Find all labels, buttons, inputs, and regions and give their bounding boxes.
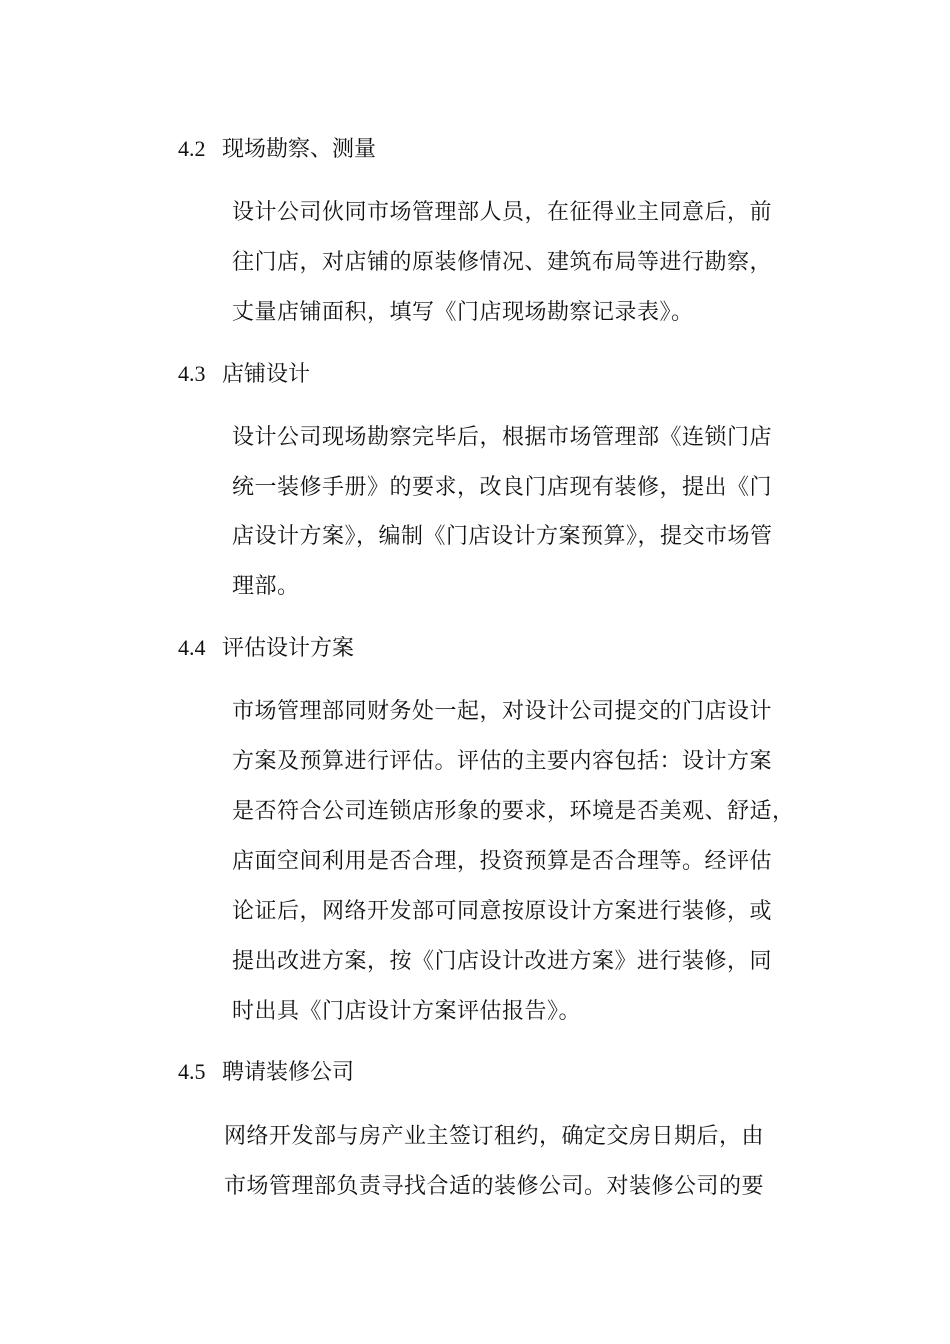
section-title: 聘请装修公司 <box>222 1060 355 1085</box>
paragraph-line: 统一装修手册》的要求，改良门店现有装修，提出《门 <box>232 475 773 500</box>
section-number: 4.4 <box>178 635 206 660</box>
section-title: 评估设计方案 <box>222 636 355 661</box>
paragraph-line: 店面空间利用是否合理，投资预算是否合理等。经评估 <box>232 849 773 874</box>
paragraph-line: 往门店，对店铺的原装修情况、建筑布局等进行勘察， <box>232 250 773 275</box>
paragraph-line: 时出具《门店设计方案评估报告》。 <box>232 999 582 1024</box>
paragraph-line: 是否符合公司连锁店形象的要求，环境是否美观、舒适， <box>232 799 795 824</box>
paragraph-line: 提出改进方案，按《门店设计改进方案》进行装修，同 <box>232 949 773 974</box>
section-heading-4-3 <box>178 359 310 390</box>
paragraph-line: 丈量店铺面积，填写《门店现场勘察记录表》。 <box>232 300 694 325</box>
paragraph-line: 市场管理部同财务处一起，对设计公司提交的门店设计 <box>232 699 773 724</box>
paragraph-line: 论证后，网络开发部可同意按原设计方案进行装修，或 <box>232 899 773 924</box>
section-heading-4-4 <box>178 633 354 664</box>
paragraph-line: 设计公司现场勘察完毕后，根据市场管理部《连锁门店 <box>232 425 773 450</box>
paragraph-line: 设计公司伙同市场管理部人员，在征得业主同意后，前 <box>232 200 773 225</box>
section-title: 现场勘察、测量 <box>222 137 377 162</box>
section-title: 店铺设计 <box>222 362 311 387</box>
section-heading-4-5 <box>178 1057 354 1088</box>
section-number: 4.3 <box>178 361 206 386</box>
section-number: 4.2 <box>178 136 206 161</box>
section-heading-4-2 <box>178 134 376 165</box>
paragraph-line: 理部。 <box>232 574 300 599</box>
paragraph-line: 网络开发部与房产业主签订租约，确定交房日期后，由 <box>224 1124 765 1149</box>
paragraph-line: 方案及预算进行评估。评估的主要内容包括：设计方案 <box>232 749 773 774</box>
paragraph-line: 市场管理部负责寻找合适的装修公司。对装修公司的要 <box>224 1174 765 1199</box>
section-number: 4.5 <box>178 1059 206 1084</box>
paragraph-line: 店设计方案》，编制《门店设计方案预算》，提交市场管 <box>232 524 773 549</box>
